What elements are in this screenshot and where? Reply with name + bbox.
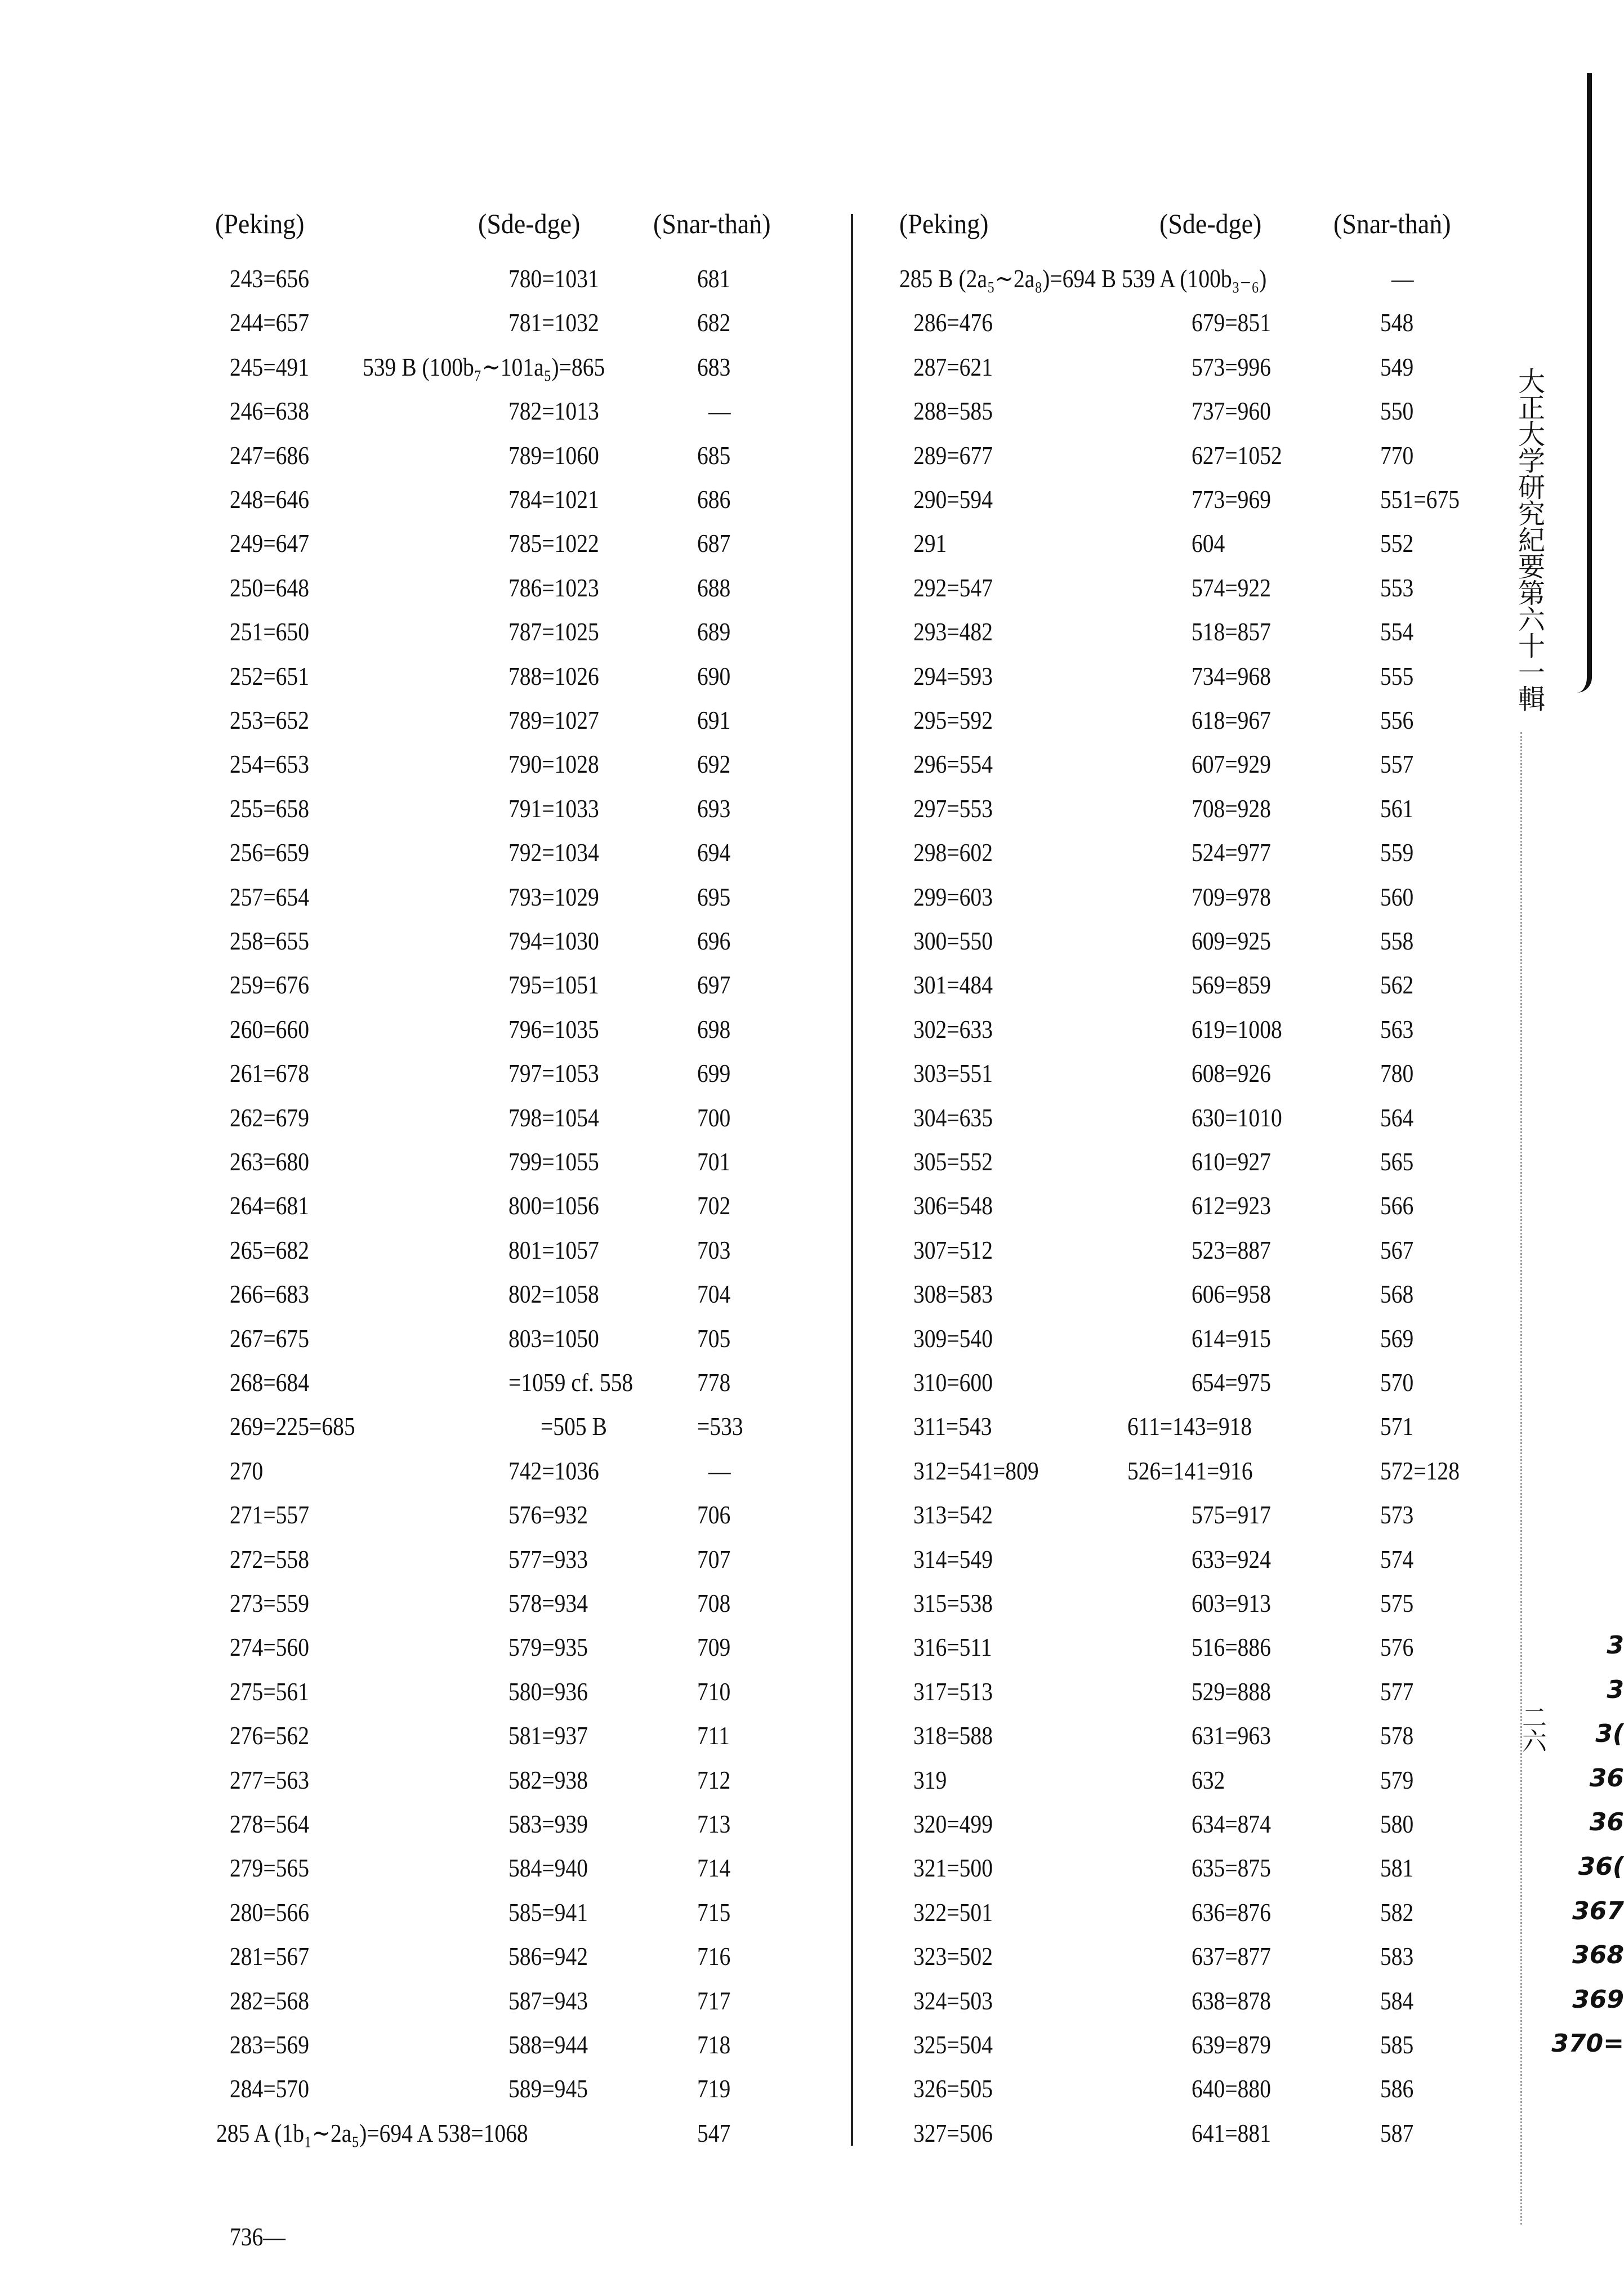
peking-cell: 253=652 — [230, 706, 309, 734]
snar-thang-cell: 682 — [697, 308, 731, 337]
peking-cell: 321=500 — [913, 1853, 993, 1883]
peking-cell: 265=682 — [230, 1235, 309, 1264]
peking-cell: 247=686 — [230, 440, 309, 470]
peking-cell: 280=566 — [230, 1897, 309, 1927]
sde-dge-cell: =1059 cf. 558 — [508, 1368, 633, 1397]
snar-thang-cell: 563 — [1380, 1014, 1414, 1044]
peking-cell: 248=646 — [230, 485, 309, 514]
peking-cell: 263=680 — [230, 1147, 309, 1176]
sde-dge-cell: 709=978 — [1192, 882, 1271, 911]
sde-dge-cell: 612=923 — [1192, 1191, 1271, 1220]
sde-dge-cell: 803=1050 — [508, 1323, 599, 1353]
peking-cell: 286=476 — [913, 308, 993, 337]
peking-cell: 322=501 — [913, 1897, 993, 1927]
peking-cell: 258=655 — [230, 926, 309, 955]
sde-dge-cell: 785=1022 — [508, 529, 599, 558]
sde-dge-cell: 795=1051 — [508, 970, 599, 1000]
snar-thang-cell: 554 — [1380, 617, 1414, 647]
sde-dge-cell: 579=935 — [508, 1633, 588, 1662]
snar-thang-cell: 569 — [1380, 1323, 1414, 1353]
sde-dge-cell: 784=1021 — [508, 485, 599, 514]
sde-dge-cell: 632 — [1192, 1765, 1225, 1794]
peking-cell: 268=684 — [230, 1368, 309, 1397]
peking-cell: 261=678 — [230, 1059, 309, 1088]
sde-dge-cell: 606=958 — [1192, 1280, 1271, 1309]
snar-thang-cell: 574 — [1380, 1544, 1414, 1574]
peking-cell: 267=675 — [230, 1323, 309, 1353]
peking-cell: 282=568 — [230, 1986, 309, 2015]
peking-cell: 276=562 — [230, 1721, 309, 1750]
peking-cell: 325=504 — [913, 2030, 993, 2059]
snar-thang-cell: 559 — [1380, 838, 1414, 867]
peking-cell: 313=542 — [913, 1500, 993, 1530]
sde-dge-cell: 577=933 — [508, 1544, 588, 1574]
peking-cell: 324=503 — [913, 1986, 993, 2015]
snar-thang-cell: 714 — [697, 1853, 731, 1883]
header-sde-dge: (Sde-dge) — [478, 208, 581, 239]
sde-dge-cell: 793=1029 — [508, 882, 599, 911]
peking-cell: 273=559 — [230, 1589, 309, 1617]
peking-cell: 318=588 — [913, 1721, 993, 1750]
header-peking: (Peking) — [899, 208, 989, 239]
peking-cell: 305=552 — [913, 1147, 993, 1176]
sde-dge-cell: 631=963 — [1192, 1721, 1271, 1750]
snar-thang-cell: 685 — [697, 440, 731, 470]
sde-dge-cell: 589=945 — [508, 2074, 588, 2103]
sde-dge-cell: 610=927 — [1192, 1147, 1271, 1176]
snar-thang-cell: 681 — [697, 264, 731, 293]
peking-cell: 292=547 — [913, 573, 993, 602]
next-page-fragment: 3( — [1595, 1719, 1624, 1749]
snar-thang-cell: 780 — [1380, 1059, 1414, 1088]
sde-dge-cell: 576=932 — [508, 1500, 588, 1530]
peking-cell: 285 B (2a₅∼2a₈)=694 B 539 A (100b₃₋₆) — [899, 264, 1267, 293]
peking-cell: 243=656 — [230, 264, 309, 293]
sde-dge-cell: 586=942 — [508, 1942, 588, 1971]
peking-cell: 309=540 — [913, 1323, 993, 1353]
peking-cell: 264=681 — [230, 1191, 309, 1220]
peking-cell: 245=491 — [230, 352, 309, 381]
binding-shadow — [1577, 73, 1592, 693]
sde-dge-cell: 737=960 — [1192, 396, 1271, 426]
snar-thang-cell: 562 — [1380, 970, 1414, 1000]
peking-cell: 244=657 — [230, 308, 309, 337]
peking-cell: 326=505 — [913, 2074, 993, 2103]
sde-dge-cell: 639=879 — [1192, 2030, 1271, 2059]
snar-thang-cell: 581 — [1380, 1853, 1414, 1883]
peking-cell: 259=676 — [230, 970, 309, 1000]
snar-thang-cell: 704 — [697, 1280, 731, 1309]
peking-cell: 257=654 — [230, 882, 309, 911]
peking-cell: 303=551 — [913, 1059, 993, 1088]
sde-dge-cell: 607=929 — [1192, 750, 1271, 779]
peking-cell: 279=565 — [230, 1853, 309, 1883]
snar-thang-cell: 576 — [1380, 1633, 1414, 1662]
peking-cell: 283=569 — [230, 2030, 309, 2059]
next-page-fragment: 36 — [1589, 1763, 1624, 1793]
sde-dge-cell: 634=874 — [1192, 1809, 1271, 1838]
snar-thang-cell: 692 — [697, 750, 731, 779]
column-divider — [851, 214, 853, 2146]
sde-dge-cell: 799=1055 — [508, 1147, 599, 1176]
snar-thang-cell: 578 — [1380, 1721, 1414, 1750]
snar-thang-cell: 700 — [697, 1103, 731, 1132]
peking-cell: 260=660 — [230, 1014, 309, 1044]
peking-cell: 320=499 — [913, 1809, 993, 1838]
snar-thang-cell: =533 — [697, 1412, 743, 1441]
sde-dge-cell: 800=1056 — [508, 1191, 599, 1220]
snar-thang-cell: 577 — [1380, 1677, 1414, 1706]
sde-dge-cell: 578=934 — [508, 1589, 588, 1617]
peking-cell: 300=550 — [913, 926, 993, 955]
snar-thang-cell: 712 — [697, 1765, 731, 1794]
sde-dge-cell: 587=943 — [508, 1986, 588, 2015]
peking-cell: 269=225=685 — [230, 1412, 355, 1441]
peking-cell: 250=648 — [230, 573, 309, 602]
snar-thang-cell: 550 — [1380, 396, 1414, 426]
snar-thang-cell: 719 — [697, 2074, 731, 2103]
snar-thang-cell: 575 — [1380, 1589, 1414, 1617]
sde-dge-cell: 794=1030 — [508, 926, 599, 955]
sde-dge-cell: 790=1028 — [508, 750, 599, 779]
sde-dge-cell: 524=977 — [1192, 838, 1271, 867]
snar-thang-cell: 690 — [697, 661, 731, 690]
peking-cell: 314=549 — [913, 1544, 993, 1574]
snar-thang-cell: 715 — [697, 1897, 731, 1927]
sde-dge-cell: 573=996 — [1192, 352, 1271, 381]
sde-dge-cell: 635=875 — [1192, 1853, 1271, 1883]
sde-dge-cell: 780=1031 — [508, 264, 599, 293]
snar-thang-cell: 686 — [697, 485, 731, 514]
peking-cell: 295=592 — [913, 706, 993, 734]
sde-dge-cell: 641=881 — [1192, 2118, 1271, 2147]
peking-cell: 266=683 — [230, 1280, 309, 1309]
peking-cell: 290=594 — [913, 485, 993, 514]
peking-cell: 323=502 — [913, 1942, 993, 1971]
peking-cell: 289=677 — [913, 440, 993, 470]
sde-dge-cell: =505 B — [541, 1412, 607, 1441]
sde-dge-cell: 789=1060 — [508, 440, 599, 470]
next-page-fragment: 370= — [1551, 2029, 1624, 2058]
sde-dge-cell: 619=1008 — [1192, 1014, 1282, 1044]
sde-dge-cell: 526=141=916 — [1127, 1456, 1253, 1485]
sde-dge-cell: 609=925 — [1192, 926, 1271, 955]
peking-cell: 293=482 — [913, 617, 993, 647]
sde-dge-cell: 582=938 — [508, 1765, 588, 1794]
header-snar-thang: (Snar-thaṅ) — [653, 208, 771, 239]
margin-folio: 二六 — [1522, 1704, 1547, 1756]
peking-cell: 316=511 — [913, 1633, 992, 1662]
sde-dge-cell: 611=143=918 — [1127, 1412, 1252, 1441]
sde-dge-cell: 574=922 — [1192, 573, 1271, 602]
sde-dge-cell: 781=1032 — [508, 308, 599, 337]
peking-cell: 294=593 — [913, 661, 993, 690]
snar-thang-cell: 691 — [697, 706, 731, 734]
snar-thang-cell: 703 — [697, 1235, 731, 1264]
next-page-fragment: 3 — [1607, 1631, 1624, 1660]
sde-dge-cell: 787=1025 — [508, 617, 599, 647]
journal-title-vertical: 大正大学研究紀要第六十一輯 — [1518, 366, 1545, 715]
snar-thang-cell: 708 — [697, 1589, 731, 1617]
sde-dge-cell: 618=967 — [1192, 706, 1271, 734]
peking-cell: 296=554 — [913, 750, 993, 779]
next-page-fragment: 3 — [1607, 1675, 1624, 1704]
peking-cell: 256=659 — [230, 838, 309, 867]
peking-cell: 262=679 — [230, 1103, 309, 1132]
snar-thang-cell: 571 — [1380, 1412, 1414, 1441]
sde-dge-cell: 581=937 — [508, 1721, 588, 1750]
next-page-fragment: 368 — [1572, 1941, 1624, 1970]
peking-cell: 291 — [913, 529, 947, 558]
peking-cell: 307=512 — [913, 1235, 993, 1264]
sde-dge-cell: 773=969 — [1192, 485, 1271, 514]
peking-cell: 271=557 — [230, 1500, 309, 1530]
snar-thang-cell: 693 — [697, 794, 731, 823]
sde-dge-cell: 575=917 — [1192, 1500, 1271, 1530]
snar-thang-cell: 584 — [1380, 1986, 1414, 2015]
sde-dge-cell: 797=1053 — [508, 1059, 599, 1088]
snar-thang-cell: 573 — [1380, 1500, 1414, 1530]
sde-dge-cell: 516=886 — [1192, 1633, 1271, 1662]
peking-cell: 299=603 — [913, 882, 993, 911]
snar-thang-cell: 711 — [697, 1721, 730, 1750]
sde-dge-cell: 569=859 — [1192, 970, 1271, 1000]
snar-thang-cell: 683 — [697, 352, 731, 381]
sde-dge-cell: 585=941 — [508, 1897, 588, 1927]
snar-thang-cell: 702 — [697, 1191, 731, 1220]
snar-thang-cell: 558 — [1380, 926, 1414, 955]
header-sde-dge: (Sde-dge) — [1159, 208, 1262, 239]
sde-dge-cell: 580=936 — [508, 1677, 588, 1706]
peking-cell: 278=564 — [230, 1809, 309, 1838]
snar-thang-cell: 696 — [697, 926, 731, 955]
peking-cell: 287=621 — [913, 352, 993, 381]
sde-dge-cell: 608=926 — [1192, 1059, 1271, 1088]
sde-dge-cell: 796=1035 — [508, 1014, 599, 1044]
snar-thang-cell: 699 — [697, 1059, 731, 1088]
peking-cell: 255=658 — [230, 794, 309, 823]
snar-thang-cell: 688 — [697, 573, 731, 602]
sde-dge-cell: 633=924 — [1192, 1544, 1271, 1574]
peking-cell: 306=548 — [913, 1191, 993, 1220]
snar-thang-cell: 687 — [697, 529, 731, 558]
peking-cell: 327=506 — [913, 2118, 993, 2147]
snar-thang-cell: 705 — [697, 1323, 731, 1353]
snar-thang-cell: 586 — [1380, 2074, 1414, 2103]
sde-dge-cell: 614=915 — [1192, 1323, 1271, 1353]
peking-cell: 301=484 — [913, 970, 993, 1000]
sde-dge-cell: 518=857 — [1192, 617, 1271, 647]
peking-cell: 319 — [913, 1765, 947, 1794]
snar-thang-cell: — — [1391, 264, 1414, 293]
snar-thang-cell: 709 — [697, 1633, 731, 1662]
peking-cell: 254=653 — [230, 750, 309, 779]
peking-cell: 310=600 — [913, 1368, 993, 1397]
peking-cell: 298=602 — [913, 838, 993, 867]
sde-dge-cell: 640=880 — [1192, 2074, 1271, 2103]
sde-dge-cell: 529=888 — [1192, 1677, 1271, 1706]
snar-thang-cell: 701 — [697, 1147, 731, 1176]
sde-dge-cell: 604 — [1192, 529, 1225, 558]
snar-thang-cell: 547 — [697, 2118, 731, 2147]
sde-dge-cell: 802=1058 — [508, 1280, 599, 1309]
snar-thang-cell: 549 — [1380, 352, 1414, 381]
peking-cell: 302=633 — [913, 1014, 993, 1044]
peking-cell: 246=638 — [230, 396, 309, 426]
snar-thang-cell: 587 — [1380, 2118, 1414, 2147]
next-page-fragment: 367 — [1572, 1896, 1624, 1926]
peking-cell: 251=650 — [230, 617, 309, 647]
snar-thang-cell: 580 — [1380, 1809, 1414, 1838]
snar-thang-cell: 778 — [697, 1368, 731, 1397]
peking-cell: 317=513 — [913, 1677, 993, 1706]
peking-cell: 277=563 — [230, 1765, 309, 1794]
snar-thang-cell: 716 — [697, 1942, 731, 1971]
peking-cell: 274=560 — [230, 1633, 309, 1662]
peking-cell: 284=570 — [230, 2074, 309, 2103]
sde-dge-cell: 801=1057 — [508, 1235, 599, 1264]
snar-thang-cell: 553 — [1380, 573, 1414, 602]
sde-dge-cell: 654=975 — [1192, 1368, 1271, 1397]
peking-cell: 249=647 — [230, 529, 309, 558]
sde-dge-cell: 627=1052 — [1192, 440, 1282, 470]
snar-thang-cell: 579 — [1380, 1765, 1414, 1794]
snar-thang-cell: 561 — [1380, 794, 1414, 823]
sde-dge-cell: 539 B (100b₇∼101a₅)=865 — [363, 352, 605, 381]
sde-dge-cell: 742=1036 — [508, 1456, 599, 1485]
snar-thang-cell: 567 — [1380, 1235, 1414, 1264]
sde-dge-cell: 638=878 — [1192, 1986, 1271, 2015]
snar-thang-cell: 583 — [1380, 1942, 1414, 1971]
snar-thang-cell: 568 — [1380, 1280, 1414, 1309]
sde-dge-cell: 798=1054 — [508, 1103, 599, 1132]
peking-cell: 281=567 — [230, 1942, 309, 1971]
peking-cell: 297=553 — [913, 794, 993, 823]
sde-dge-cell: 584=940 — [508, 1853, 588, 1883]
snar-thang-cell: 770 — [1380, 440, 1414, 470]
peking-cell: 270 — [230, 1456, 264, 1485]
next-page-fragment: 369 — [1572, 1985, 1624, 2014]
snar-thang-cell: — — [708, 1456, 731, 1485]
snar-thang-cell: 710 — [697, 1677, 731, 1706]
snar-thang-cell: 718 — [697, 2030, 731, 2059]
sde-dge-cell: 630=1010 — [1192, 1103, 1282, 1132]
peking-cell: 315=538 — [913, 1589, 993, 1617]
page-number: 736— — [230, 2222, 285, 2251]
sde-dge-cell: 734=968 — [1192, 661, 1271, 690]
snar-thang-cell: 551=675 — [1380, 485, 1460, 514]
sde-dge-cell: 523=887 — [1192, 1235, 1271, 1264]
peking-cell: 272=558 — [230, 1544, 309, 1574]
snar-thang-cell: 585 — [1380, 2030, 1414, 2059]
snar-thang-cell: 582 — [1380, 1897, 1414, 1927]
sde-dge-cell: 791=1033 — [508, 794, 599, 823]
sde-dge-cell: 792=1034 — [508, 838, 599, 867]
snar-thang-cell: 706 — [697, 1500, 731, 1530]
snar-thang-cell: 556 — [1380, 706, 1414, 734]
snar-thang-cell: 697 — [697, 970, 731, 1000]
snar-thang-cell: 548 — [1380, 308, 1414, 337]
sde-dge-cell: 782=1013 — [508, 396, 599, 426]
sde-dge-cell: 636=876 — [1192, 1897, 1271, 1927]
snar-thang-cell: 552 — [1380, 529, 1414, 558]
peking-cell: 285 A (1b₁∼2a₅)=694 A 538=1068 — [216, 2118, 528, 2147]
snar-thang-cell: 555 — [1380, 661, 1414, 690]
snar-thang-cell: 570 — [1380, 1368, 1414, 1397]
peking-cell: 288=585 — [913, 396, 993, 426]
snar-thang-cell: 689 — [697, 617, 731, 647]
snar-thang-cell: 566 — [1380, 1191, 1414, 1220]
snar-thang-cell: 572=128 — [1380, 1456, 1460, 1485]
header-peking: (Peking) — [215, 208, 305, 239]
sde-dge-cell: 603=913 — [1192, 1589, 1271, 1617]
snar-thang-cell: — — [708, 396, 731, 426]
snar-thang-cell: 565 — [1380, 1147, 1414, 1176]
sde-dge-cell: 708=928 — [1192, 794, 1271, 823]
snar-thang-cell: 557 — [1380, 750, 1414, 779]
next-page-fragment: 36( — [1578, 1852, 1624, 1881]
snar-thang-cell: 717 — [697, 1986, 731, 2015]
snar-thang-cell: 694 — [697, 838, 731, 867]
peking-cell: 312=541=809 — [913, 1456, 1039, 1485]
snar-thang-cell: 698 — [697, 1014, 731, 1044]
snar-thang-cell: 564 — [1380, 1103, 1414, 1132]
sde-dge-cell: 583=939 — [508, 1809, 588, 1838]
sde-dge-cell: 588=944 — [508, 2030, 588, 2059]
snar-thang-cell: 560 — [1380, 882, 1414, 911]
header-snar-thang: (Snar-thaṅ) — [1333, 208, 1451, 239]
next-page-fragment: 36 — [1589, 1808, 1624, 1837]
sde-dge-cell: 786=1023 — [508, 573, 599, 602]
sde-dge-cell: 637=877 — [1192, 1942, 1271, 1971]
sde-dge-cell: 788=1026 — [508, 661, 599, 690]
snar-thang-cell: 707 — [697, 1544, 731, 1574]
margin-dotted-edge — [1520, 732, 1522, 2225]
peking-cell: 275=561 — [230, 1677, 309, 1706]
sde-dge-cell: 679=851 — [1192, 308, 1271, 337]
snar-thang-cell: 695 — [697, 882, 731, 911]
peking-cell: 304=635 — [913, 1103, 993, 1132]
snar-thang-cell: 713 — [697, 1809, 731, 1838]
sde-dge-cell: 789=1027 — [508, 706, 599, 734]
peking-cell: 311=543 — [913, 1412, 992, 1441]
peking-cell: 308=583 — [913, 1280, 993, 1309]
peking-cell: 252=651 — [230, 661, 309, 690]
